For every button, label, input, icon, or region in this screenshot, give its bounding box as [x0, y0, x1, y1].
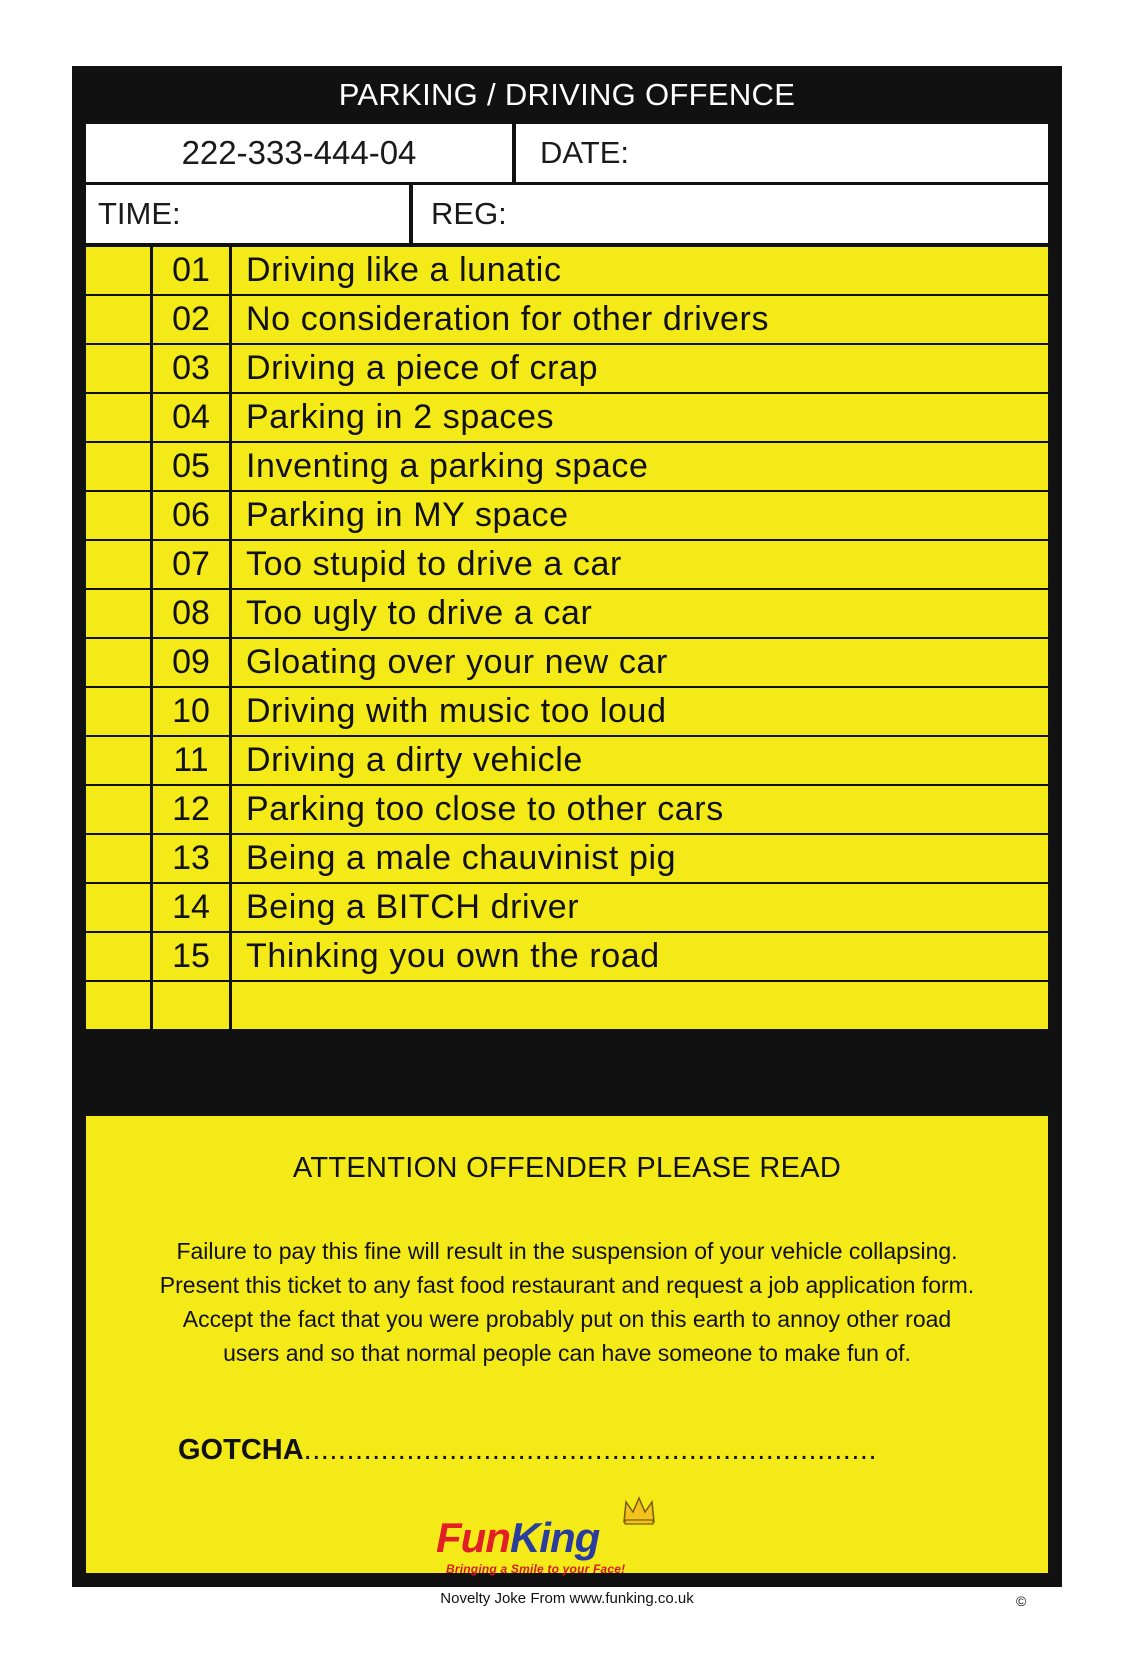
offence-number: 10	[153, 688, 229, 735]
date-label: DATE:	[540, 135, 629, 170]
offence-row	[86, 590, 1048, 637]
ticket-number-row	[86, 124, 1048, 184]
offence-description: Parking in 2 spaces	[232, 394, 1048, 441]
offence-number: 15	[153, 933, 229, 980]
offence-description: Being a male chauvinist pig	[232, 835, 1048, 882]
offence-number: 05	[153, 443, 229, 490]
time-reg-row	[86, 185, 1048, 245]
offence-number	[153, 982, 229, 1029]
ticket-number: 222-333-444-04	[86, 124, 512, 182]
offence-number: 06	[153, 492, 229, 539]
offence-description: Being a BITCH driver	[232, 884, 1048, 931]
copyright-icon: ©	[1016, 1593, 1027, 1609]
offence-number: 08	[153, 590, 229, 637]
offence-checkbox[interactable]	[86, 688, 150, 735]
offence-row	[86, 737, 1048, 784]
offence-checkbox[interactable]	[86, 982, 150, 1029]
offence-row	[86, 345, 1048, 392]
reg-label: REG:	[431, 196, 507, 231]
offence-description: Too ugly to drive a car	[232, 590, 1048, 637]
notice-line: Accept the fact that you were probably put on this earth to annoy other road	[182, 1306, 952, 1332]
offence-checkbox[interactable]	[86, 933, 150, 980]
notice-line: users and so that normal people can have someone to make fun of.	[223, 1340, 911, 1366]
offence-checkbox[interactable]	[86, 443, 150, 490]
gotcha-signature-line	[178, 1434, 877, 1467]
offence-checkbox[interactable]	[86, 394, 150, 441]
offence-row	[86, 688, 1048, 735]
offence-row	[86, 247, 1048, 294]
offence-number: 02	[153, 296, 229, 343]
notice-line: Present this ticket to any fast food restaurant and request a job application form.	[159, 1272, 975, 1298]
offence-number: 14	[153, 884, 229, 931]
offence-description: Thinking you own the road	[232, 933, 1048, 980]
logo-tagline: Bringing a Smile to your Face!	[446, 1562, 626, 1576]
offence-number: 04	[153, 394, 229, 441]
offence-checkbox[interactable]	[86, 884, 150, 931]
gotcha-dots: ...................................................................	[303, 1434, 877, 1466]
offence-checkbox[interactable]	[86, 639, 150, 686]
offence-row	[86, 982, 1048, 1029]
offence-row	[86, 786, 1048, 833]
offence-description: Driving with music too loud	[232, 688, 1048, 735]
offence-description: Gloating over your new car	[232, 639, 1048, 686]
offence-description: Inventing a parking space	[232, 443, 1048, 490]
offence-row	[86, 296, 1048, 343]
offence-number: 11	[153, 737, 229, 784]
offence-number: 09	[153, 639, 229, 686]
offence-number: 03	[153, 345, 229, 392]
offence-number: 13	[153, 835, 229, 882]
offence-checkbox[interactable]	[86, 541, 150, 588]
offence-checkbox[interactable]	[86, 590, 150, 637]
offence-checkbox[interactable]	[86, 247, 150, 294]
offence-checkbox[interactable]	[86, 492, 150, 539]
offence-number: 12	[153, 786, 229, 833]
logo-wordmark: FunKing	[436, 1514, 600, 1561]
offence-description: Parking in MY space	[232, 492, 1048, 539]
offence-description: No consideration for other drivers	[232, 296, 1048, 343]
offence-checkbox[interactable]	[86, 296, 150, 343]
offence-description: Driving like a lunatic	[232, 247, 1048, 294]
gotcha-label: GOTCHA	[178, 1434, 304, 1466]
offence-description: Parking too close to other cars	[232, 786, 1048, 833]
offence-ticket	[72, 66, 1062, 1609]
offence-row	[86, 933, 1048, 980]
offence-description: Too stupid to drive a car	[232, 541, 1048, 588]
attention-title: ATTENTION OFFENDER PLEASE READ	[292, 1152, 842, 1184]
offence-row	[86, 443, 1048, 490]
notice-line: Failure to pay this fine will result in the suspension of your vehicle collapsing.	[176, 1238, 958, 1264]
ticket-title: PARKING / DRIVING OFFENCE	[338, 77, 796, 112]
time-label: TIME:	[98, 196, 181, 231]
offence-row	[86, 394, 1048, 441]
offence-checkbox[interactable]	[86, 345, 150, 392]
ticket-body	[86, 124, 1048, 1609]
offence-row	[86, 541, 1048, 588]
offence-row	[86, 884, 1048, 931]
offence-checkbox[interactable]	[86, 835, 150, 882]
offence-number: 07	[153, 541, 229, 588]
offence-description	[232, 982, 1048, 1029]
offence-row	[86, 639, 1048, 686]
offence-row	[86, 835, 1048, 882]
offence-checkbox[interactable]	[86, 737, 150, 784]
footer-note: Novelty Joke From www.funking.co.uk	[440, 1590, 694, 1607]
offence-checkbox[interactable]	[86, 786, 150, 833]
notice-panel	[86, 1116, 1048, 1609]
notice-text	[86, 1234, 1048, 1370]
offence-row	[86, 492, 1048, 539]
crown-icon	[622, 1496, 656, 1526]
time-field[interactable]	[86, 185, 409, 243]
reg-field[interactable]	[413, 185, 1048, 243]
offence-description: Driving a dirty vehicle	[232, 737, 1048, 784]
date-field[interactable]	[516, 124, 1048, 182]
offence-number: 01	[153, 247, 229, 294]
offence-description: Driving a piece of crap	[232, 345, 1048, 392]
funking-logo	[436, 1508, 666, 1586]
